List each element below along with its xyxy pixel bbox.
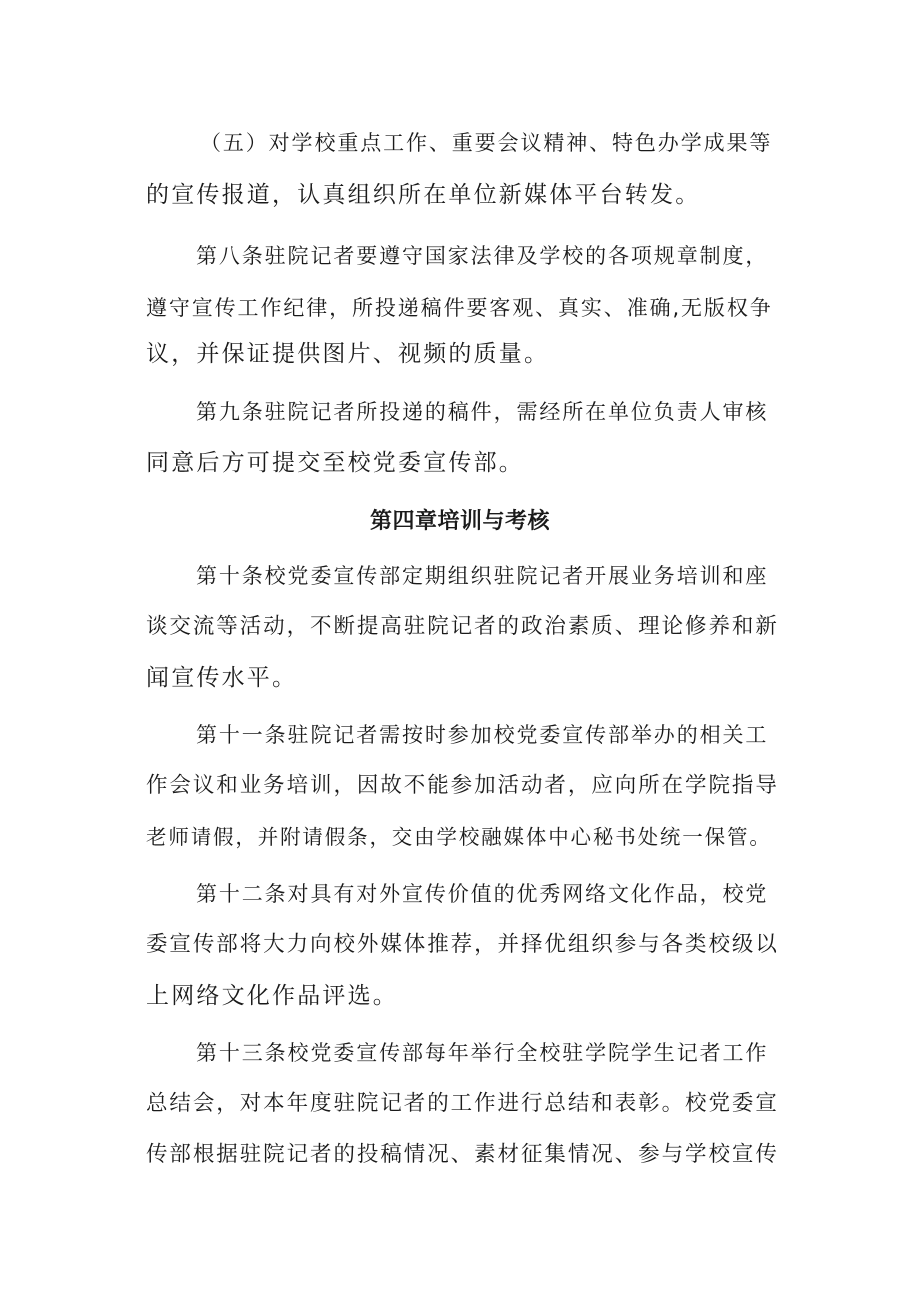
article-12-line-3: 上网络文化作品评选。 <box>146 983 398 1009</box>
paragraph-item-5-line-1: （五）对学校重点工作、重要会议精神、特色办学成果等 <box>200 131 773 155</box>
article-9-line-1: 第九条驻院记者所投递的稿件，需经所在单位负责人审核 <box>196 400 769 424</box>
article-10-line-2: 谈交流等活动，不断提高驻院记者的政治素质、理论修养和新 <box>146 614 779 639</box>
article-10-line-3: 闻宣传水平。 <box>146 665 298 691</box>
article-8-line-2: 遵守宣传工作纪律，所投递稿件要客观、真实、准确,无版权争 <box>146 296 773 320</box>
article-12-line-2: 委宣传部将大力向校外媒体推荐，并择优组织参与各类校级以 <box>146 932 779 957</box>
article-11-line-3: 老师请假，并附请假条，交由学校融媒体中心秘书处统一保管。 <box>146 825 772 849</box>
article-8-line-3: 议，并保证提供图片、视频的质量。 <box>146 341 550 367</box>
article-10-line-1: 第十条校党委宣传部定期组织驻院记者开展业务培训和座 <box>196 564 769 588</box>
article-12-line-1: 第十二条对具有对外宣传价值的优秀网络文化作品，校党 <box>196 882 769 906</box>
article-13-line-1: 第十三条校党委宣传部每年举行全校驻学院学生记者工作 <box>196 1041 769 1065</box>
article-11-line-2: 作会议和业务培训，因故不能参加活动者，应向所在学院指导 <box>146 773 779 798</box>
paragraph-item-5-line-2: 的宣传报道，认真组织所在单位新媒体平台转发。 <box>146 182 701 208</box>
article-8-line-1: 第八条驻院记者要遵守国家法律及学校的各项规章制度， <box>196 244 769 268</box>
article-13-line-3: 传部根据驻院记者的投稿情况、素材征集情况、参与学校宣传 <box>146 1142 779 1167</box>
article-13-line-2: 总结会，对本年度驻院记者的工作进行总结和表彰。校党委宣 <box>146 1091 779 1116</box>
article-11-line-1: 第十一条驻院记者需按时参加校党委宣传部举办的相关工 <box>196 723 769 747</box>
chapter-heading: 第四章培训与考核 <box>369 509 550 534</box>
article-9-line-2: 同意后方可提交至校党委宣传部。 <box>146 450 524 476</box>
